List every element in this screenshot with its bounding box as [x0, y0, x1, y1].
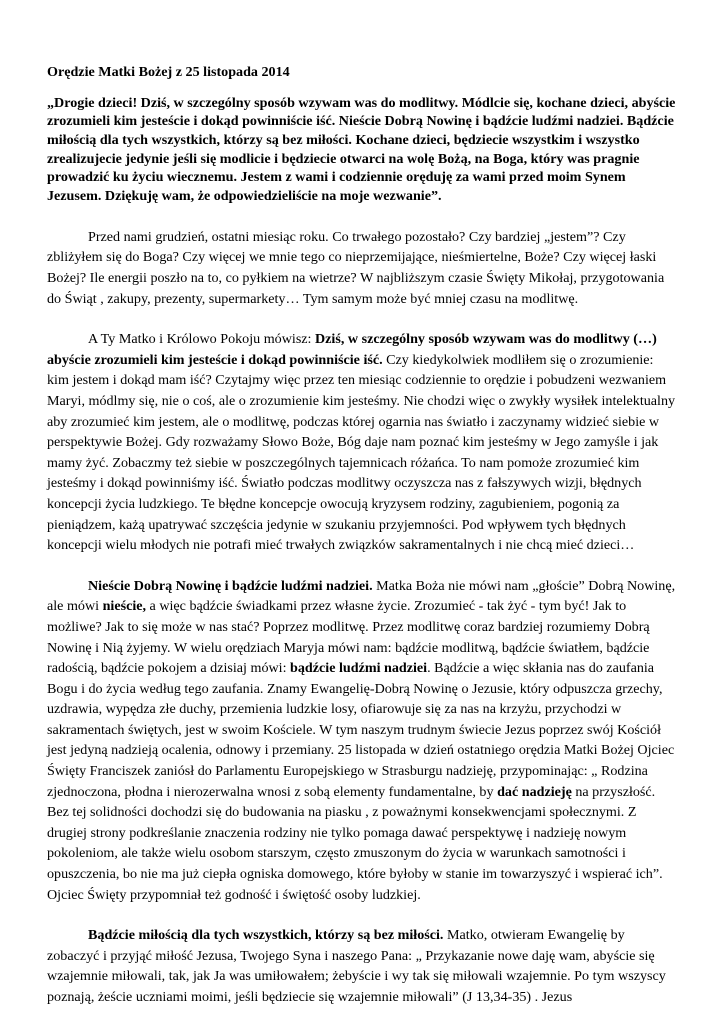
- paragraph-good-news: [47, 576, 677, 906]
- bold-phrase: dać nadzieję: [497, 783, 572, 800]
- paragraph-text: na przyszłość. Bez tej solidności dochodzi się do budowania na piasku , z poważnymi konsekwencjami społecznymi. Z drugiej strony podkreślanie znaczenia rodziny nie tylko pomaga dawać perspektywę i nadzieję nowym pokoleniom, ale także wielu osobom starszym, często zmuszonym do życia w warunkach samotności i opuszczenia, bo nie ma już ciepła ogniska domowego, które byłoby w stanie im towarzyszyć i wspierać ich”. Ojciec Święty przypomniał też godność i świętość osoby ludzkiej.: [47, 783, 663, 903]
- paragraph-love: [47, 925, 677, 1007]
- paragraph-text: Czy kiedykolwiek modliłem się o zrozumienie: kim jestem i dokąd mam iść? Czytajmy więc przez ten miesiąc codziennie to orędzie i pobudzeni wezwaniem Maryi, módlmy się, nie o coś, ale o zrozumienie kim jesteśmy. Nie chodzi więc o zwykły wysiłek intelektualny aby zrozumieć kim jestem, ale o modlitwę, podczas której ogarnia nas światło i zaczynamy widzieć siebie w perspektywie Bożej. Gdy rozważamy Słowo Boże, Bóg daje nam poznać kim jesteśmy w Jego zamyśle i jak mamy żyć. Zobaczmy też siebie w poszczególnych tajemnicach różańca. To nam pomoże zrozumieć kim jesteśmy i dokąd powinniśmy iść. Światło podczas modlitwy oczyszcza nas z fałszywych wizji, błędnych koncepcji życia ludzkiego. Te błędne koncepcje owocują kryzysem rodziny, zagubieniem, pogonią za pieniądzem, każą upatrywać szczęścia jedynie w szukaniu przyjemności. Pod wpływem tych błędnych koncepcji wielu młodych nie potrafi mieć trwałych związków sakramentalnych i nie chcą mieć dzieci…: [47, 351, 676, 554]
- paragraph-text: Matka Boża nie mówi nam „głoście” Dobrą Nowinę, ale mówi: [47, 577, 676, 615]
- message-quote: „Drogie dzieci! Dziś, w szczególny sposób wzywam was do modlitwy. Módlcie się, kochane dzieci, abyście zrozumieli kim jesteście i dokąd powinniście iść. Nieście Dobrą Nowinę i bądźcie ludźmi nadziei. Bądźcie miłością dla tych wszystkich, którzy są bez miłości. Kochane dzieci, będziecie wszystkim i wszystko zrealizujecie jedynie jeśli się modlicie i będziecie otwarci na wolę Bożą, na Boga, który was pragnie prowadzić ku życiu wiecznemu. Jestem z wami i codziennie oręduję za wami przed moim Synem Jezusem. Dziękuję wam, że odpowiedzieliście na moje wezwanie”.: [47, 94, 676, 205]
- paragraph-text: . Bądźcie a więc skłania nas do zaufania Bogu i do życia według tego zaufania. Znamy Ewangelię-Dobrą Nowinę o Jezusie, który odpuszcza grzechy, uzdrawia, wypędza złe duchy, przemienia ludzkie losy, ofiarowuje się za nas na krzyżu, przychodzi w sakramentach świętych, jest w swoim Kościele. W tym naszym trudnym świecie Jezus poprzez swój Kościół jest jedyną nadzieją ocalenia, odnowy i przemiany. 25 listopada w dzień ostatniego orędzia Matki Bożej Ojciec Święty Franciszek zaniósł do Parlamentu Europejskiego w Strasburgu nadzieję, przypominając: „ Rodzina zjednoczona, płodna i nierozerwalna wnosi z sobą elementy fundamentalne, by: [47, 660, 675, 800]
- document-title: Orędzie Matki Bożej z 25 listopada 2014: [47, 64, 290, 80]
- bold-quote: Dziś, w szczególny sposób wzywam was do modlitwy (…) abyście zrozumieli kim jesteście i dokąd powinniście iść.: [47, 331, 657, 368]
- paragraph-text: A Ty Matko i Królowo Pokoju mówisz:: [88, 331, 315, 348]
- document-page: [47, 62, 677, 1008]
- paragraph-text: Matko, otwieram Ewangelię by zobaczyć i przyjąć miłość Jezusa, Twojego Syna i naszego Pana: „ Przykazanie nowe daję wam, abyście się wzajemnie miłowali, tak, jak Ja was umiłowałem; żebyście i wy tak się miłowali wzajemnie. Po tym wszyscy poznają, żeście uczniami moimi, jeśli będziecie się wzajemnie miłowali” (J 13,34-35) . Jezus: [47, 927, 666, 1005]
- paragraph-prayer: [47, 329, 677, 556]
- paragraph-december: Przed nami grudzień, ostatni miesiąc roku. Co trwałego pozostało? Czy bardziej „jestem”? Czy zbliżyłem się do Boga? Czy więcej we mnie tego co nieprzemijające, nieśmiertelne, Boże? Czy więcej łaski Bożej? Ile energii poszło na to, co pyłkiem na wietrze? W najbliższym czasie Święty Mikołaj, przygotowania do Świąt , zakupy, prezenty, supermarkety… Tym samym może być mniej czasu na modlitwę.: [47, 228, 665, 307]
- paragraph-text: a więc bądźcie świadkami przez własne życie. Zrozumieć - tak żyć - tym być! Jak to możliwe? Jak to się może w nas stać? Poprzez modlitwę. Przez modlitwę coraz bardziej rozumiemy Dobrą Nowinę i Nią żyjemy. W wielu orędziach Maryja mówi nam: bądźcie modlitwą, bądźcie światłem, bądźcie radością, bądźcie pokojem a dzisiaj mówi:: [47, 598, 650, 677]
- bold-heading: Bądźcie miłością dla tych wszystkich, którzy są bez miłości.: [88, 927, 444, 944]
- bold-phrase: bądźcie ludźmi nadziei: [290, 660, 428, 677]
- bold-word: nieście,: [102, 598, 147, 615]
- bold-heading: Nieście Dobrą Nowinę i bądźcie ludźmi nadziei.: [88, 577, 373, 594]
